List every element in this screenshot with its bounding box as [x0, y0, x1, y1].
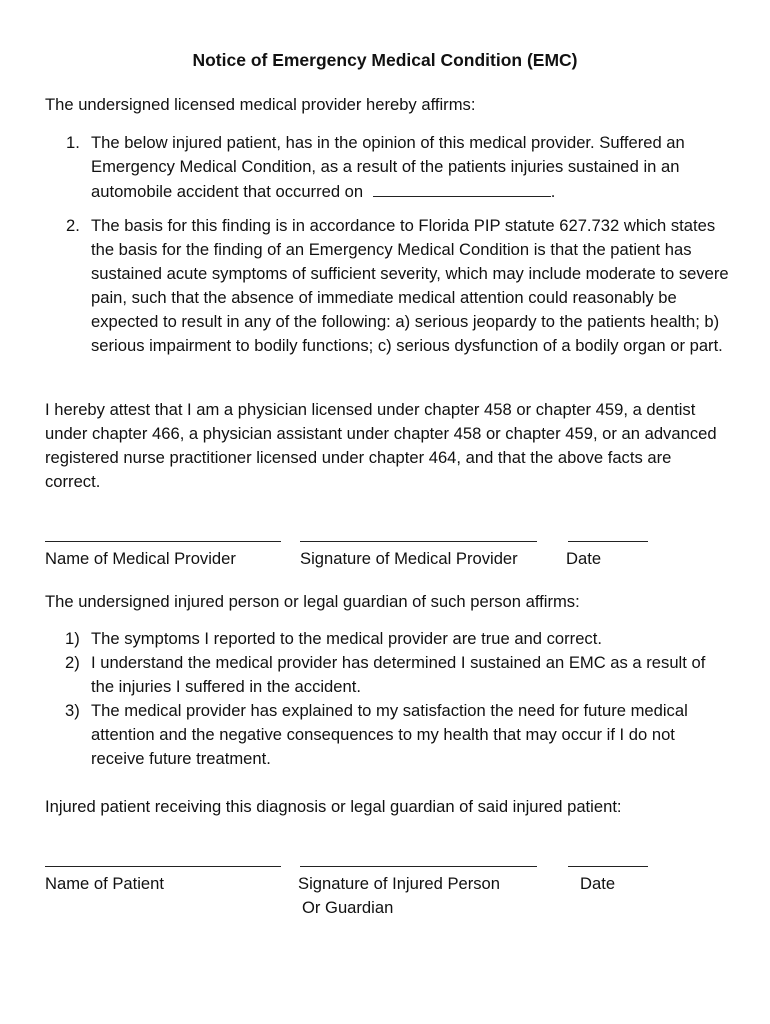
signature-line — [568, 850, 648, 867]
list-item — [45, 627, 730, 651]
signature-line — [45, 850, 281, 867]
accident-date-field[interactable] — [373, 179, 551, 197]
provider-date-label: Date — [566, 549, 602, 568]
patient-intro: The undersigned injured person or legal guardian of such person affirms: — [45, 592, 580, 611]
list-item-number: 1. — [66, 133, 80, 152]
list-item-text: The symptoms I reported to the medical provider are true and correct. — [91, 629, 602, 648]
list-item-number: 1) — [65, 629, 80, 648]
provider-name-field[interactable] — [45, 525, 281, 571]
provider-name-label: Name of Medical Provider — [45, 549, 236, 568]
patient-signature-block — [45, 850, 730, 930]
patient-date-label: Date — [580, 874, 616, 893]
patient-name-field[interactable] — [45, 850, 281, 896]
list-item-number: 3) — [65, 701, 80, 720]
list-item-number: 2) — [65, 653, 80, 672]
provider-intro: The undersigned licensed medical provider hereby affirms: — [45, 95, 476, 114]
patient-affirmations-list — [45, 627, 730, 771]
provider-signature-block — [45, 525, 730, 595]
list-item-text: I understand the medical provider has determined I sustained an EMC as a result of the injuries I suffered in the accident. — [91, 653, 706, 696]
patient-signature-label-line2: Or Guardian — [302, 898, 394, 917]
provider-signature-field[interactable] — [300, 525, 537, 571]
list-item — [45, 131, 730, 204]
patient-name-label: Name of Patient — [45, 874, 164, 893]
signature-line — [45, 525, 281, 542]
patient-signature-label: Signature of Injured Person — [298, 874, 501, 893]
list-item-text: The below injured patient, has in the opinion of this medical provider. Suffered an Emergency Medical Condition, as a result of the patients injuries sustained in an automobile accident that occurred on — [91, 133, 685, 201]
patient-signature-field[interactable] — [300, 850, 537, 920]
patient-date-field[interactable] — [568, 850, 648, 896]
page-title: Notice of Emergency Medical Condition (EMC) — [192, 50, 578, 70]
provider-date-field[interactable] — [568, 525, 648, 571]
list-item — [45, 699, 730, 771]
signature-line — [568, 525, 648, 542]
list-item — [45, 651, 730, 699]
list-item-text: The basis for this finding is in accordance to Florida PIP statute 627.732 which states the basis for the finding of an Emergency Medical Condition is that the patient has sustained acute symptoms of sufficient severity, which may include moderate to severe pain, such that the absence of immediate medical attention could reasonably be expected to result in any of the following: a) serious jeopardy to the patients health; b) serious impairment to bodily functions; c) serious dysfunction of a bodily organ or part. — [91, 216, 729, 355]
provider-affirmations-list — [45, 131, 730, 358]
list-item — [45, 214, 730, 358]
patient-statement: Injured patient receiving this diagnosis or legal guardian of said injured patient: — [45, 797, 622, 816]
provider-signature-label: Signature of Medical Provider — [300, 549, 518, 568]
list-item-suffix: . — [550, 182, 556, 201]
list-item-text: The medical provider has explained to my satisfaction the need for future medical attention and the negative consequences to my health that may occur if I do not receive future treatment. — [91, 701, 688, 768]
signature-line — [300, 525, 537, 542]
list-item-number: 2. — [66, 216, 80, 235]
attestation-paragraph: I hereby attest that I am a physician licensed under chapter 458 or chapter 459, a dentist under chapter 466, a physician assistant under chapter 458 or chapter 459, or an advanced registered nurse practitioner licensed under chapter 464, and that the above facts are correct. — [45, 400, 717, 491]
signature-line — [300, 850, 537, 867]
